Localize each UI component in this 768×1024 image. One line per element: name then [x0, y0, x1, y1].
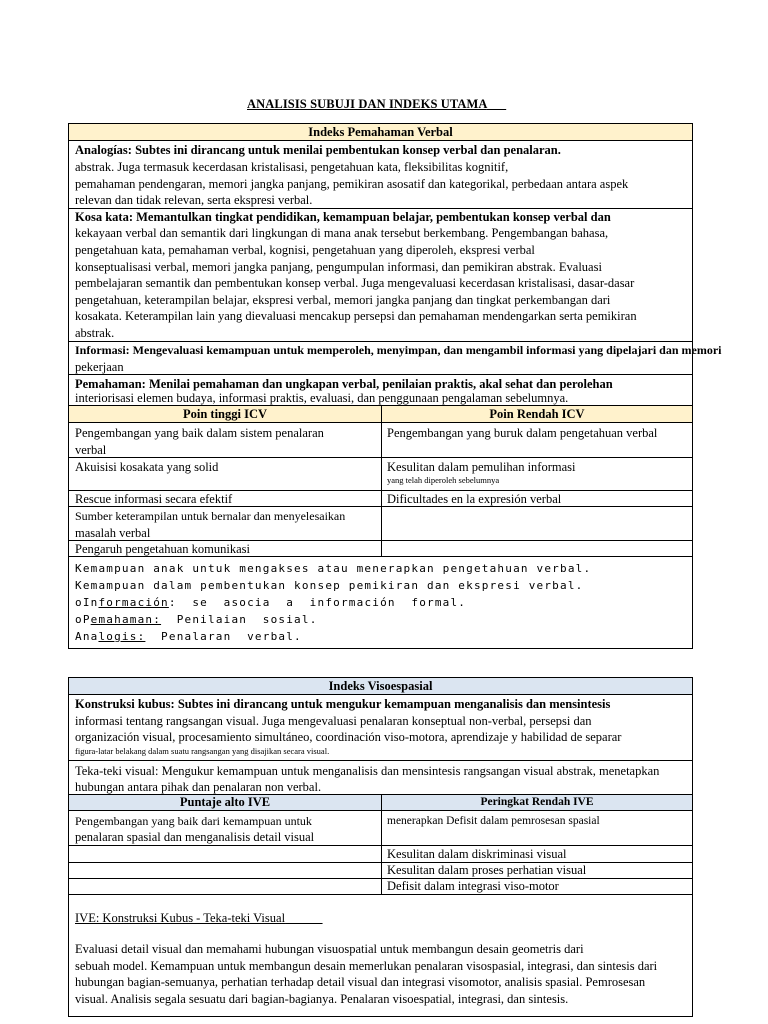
icv-low-cell: Dificultades en la expresión verbal	[387, 492, 562, 506]
pemahaman-line: interiorisasi elemen budaya, informasi praktis, evaluasi, dan penggunaan pengalaman sebelumnya.	[75, 391, 569, 405]
ive-footer-line: sebuah model. Kemampuan untuk membangun desain memerlukan penalaran visospasial, integrasi, dan sintesis dari	[75, 959, 658, 973]
icv-high-cell: masalah verbal	[75, 526, 151, 540]
icv-high-cell: Pengembangan yang baik dalam sistem penalaran	[75, 426, 324, 440]
informasi-line: pekerjaan	[75, 360, 124, 374]
icv-low-cell: Kesulitan dalam pemulihan informasi	[387, 460, 576, 474]
divider	[69, 556, 692, 557]
icv-low-cell-note: yang telah diperoleh sebelumnya	[387, 475, 500, 485]
kosakata-line: kekayaan verbal dan semantik dari lingkungan di mana anak tersebut berkembang. Pengembangan bahasa,	[75, 226, 609, 240]
visual-index-table	[68, 677, 693, 1017]
verbal-summary-line: Kemampuan dalam pembentukan konsep pemikiran dan ekspresi verbal.	[75, 579, 584, 592]
verbal-summary-line: oInformación: se asocia a información formal.	[75, 596, 467, 609]
divider	[69, 457, 692, 458]
analogias-line: pemahaman pendengaran, memori jangka panjang, pemikiran asosatif dan kategorikal, perbedaan antara aspek	[75, 177, 629, 191]
verbal-index-header: Indeks Pemahaman Verbal	[69, 124, 692, 141]
analogias-line: abstrak. Juga termasuk kecerdasan kristalisasi, pengetahuan kata, fleksibilitas kognitif,	[75, 160, 509, 174]
divider	[69, 894, 692, 895]
icv-low-header: Poin Rendah ICV	[489, 407, 585, 421]
informasi-heading: Informasi: Mengevaluasi kemampuan untuk memperoleh, menyimpan, dan mengambil informasi yang dipelajari dan memori	[75, 343, 722, 357]
ive-high-cell: Pengembangan yang baik dari kemampuan untuk	[75, 814, 312, 828]
kosakata-line: pengetahuan kata, pemahaman verbal, kognisi, pengetahuan yang diperoleh, ekspresi verbal	[75, 243, 535, 257]
ive-low-cell: Kesulitan dalam proses perhatian visual	[387, 863, 587, 877]
kosakata-line: pengetahuan, keterampilan belajar, ekspresi verbal, memori jangka panjang dan tingkat perkembangan dari	[75, 293, 611, 307]
kosakata-line: kosakata. Keterampilan lain yang dievaluasi mencakup persepsi dan pemahaman mendengarkan serta pemikiran	[75, 309, 637, 323]
ive-low-cell: Defisit dalam integrasi viso-motor	[387, 879, 559, 893]
divider	[69, 845, 692, 846]
ive-footer-title: IVE: Konstruksi Kubus - Teka-teki Visual	[75, 911, 286, 925]
column-divider	[381, 406, 382, 556]
icv-high-cell: Sumber keterampilan untuk bernalar dan menyelesaikan	[75, 509, 346, 523]
konstruksi-line: organización visual, procesamiento simultáneo, coordinación viso-motora, aprendizaje y habilidad de separar	[75, 730, 622, 744]
ive-high-cell: penalaran spasial dan menganalisis detail visual	[75, 830, 315, 844]
page-title: ANALISIS SUBUJI DAN INDEKS UTAMA	[247, 97, 487, 111]
divider	[69, 760, 692, 761]
kosakata-line: abstrak.	[75, 326, 115, 340]
divider	[69, 506, 692, 507]
konstruksi-heading: Konstruksi kubus: Subtes ini dirancang untuk mengukur kemampuan menganalisis dan mensintesis	[75, 697, 611, 711]
kosakata-line: konseptualisasi verbal, memori jangka panjang, pengumpulan informasi, dan pemikiran abstrak. Evaluasi	[75, 260, 602, 274]
ive-low-header: Peringkat Rendah IVE	[480, 796, 594, 808]
ive-high-header: Puntaje alto IVE	[179, 795, 271, 809]
ive-low-cell: Kesulitan dalam diskriminasi visual	[387, 847, 567, 861]
verbal-summary-line: oPemahaman: Penilaian sosial.	[75, 613, 318, 626]
icv-high-cell: verbal	[75, 443, 107, 457]
ive-footer-line: visual. Analisis segala sesuatu dari bagian-bagianya. Penalaran visoespatial, integrasi, dan sintesis.	[75, 992, 569, 1006]
konstruksi-note: figura-latar belakang dalam suatu rangsangan yang disajikan secara visual.	[75, 746, 330, 756]
verbal-summary-line: Analogis: Penalaran verbal.	[75, 630, 302, 643]
kosakata-heading: Kosa kata: Memantulkan tingkat pendidikan, kemampuan belajar, pembentukan konsep verbal dan	[75, 210, 611, 224]
icv-low-cell: Pengembangan yang buruk dalam pengetahuan verbal	[387, 426, 658, 440]
pemahaman-heading: Pemahaman: Menilai pemahaman dan ungkapan verbal, penilaian praktis, akal sehat dan perolehan	[75, 377, 613, 391]
konstruksi-line: informasi tentang rangsangan visual. Juga mengevaluasi penalaran konseptual non-verbal, persepsi dan	[75, 714, 592, 728]
icv-high-cell: Rescue informasi secara efektif	[75, 492, 233, 506]
divider	[69, 862, 692, 863]
analogias-heading: Analogías: Subtes ini dirancang untuk menilai pembentukan konsep verbal dan penalaran.	[75, 143, 561, 157]
divider	[69, 878, 692, 879]
verbal-summary-line: Kemampuan anak untuk mengakses atau menerapkan pengetahuan verbal.	[75, 562, 592, 575]
kosakata-line: pembelajaran semantik dan pembentukan konsep verbal. Juga mengevaluasi kecerdasan kristalisasi, dasar-dasar	[75, 276, 635, 290]
icv-high-cell: Pengaruh pengetahuan komunikasi	[75, 542, 250, 556]
icv-high-cell: Akuisisi kosakata yang solid	[75, 460, 219, 474]
verbal-index-table	[68, 123, 722, 649]
divider	[69, 374, 692, 375]
tekateki-line: hubungan antara pihak dan penalaran non verbal.	[75, 780, 322, 794]
analogias-line: relevan dan tidak relevan, serta ekspresi verbal.	[75, 193, 313, 207]
ive-footer-line: hubungan bagian-semuanya, perhatian terhadap detail visual dan integrasi visomotor, analisis spasial. Pemrosesan	[75, 975, 646, 989]
ive-footer-line: Evaluasi detail visual dan memahami hubungan visuospatial untuk membangun desain geometris dari	[75, 942, 584, 956]
tekateki-line: Teka-teki visual: Mengukur kemampuan untuk menganalisis dan mensintesis rangsangan visual abstrak, menetapkan	[75, 764, 660, 778]
icv-high-header: Poin tinggi ICV	[182, 407, 268, 421]
ive-low-cell: menerapkan Defisit dalam pemrosesan spasial	[387, 815, 600, 827]
visual-index-header: Indeks Visoespasial	[69, 678, 692, 695]
